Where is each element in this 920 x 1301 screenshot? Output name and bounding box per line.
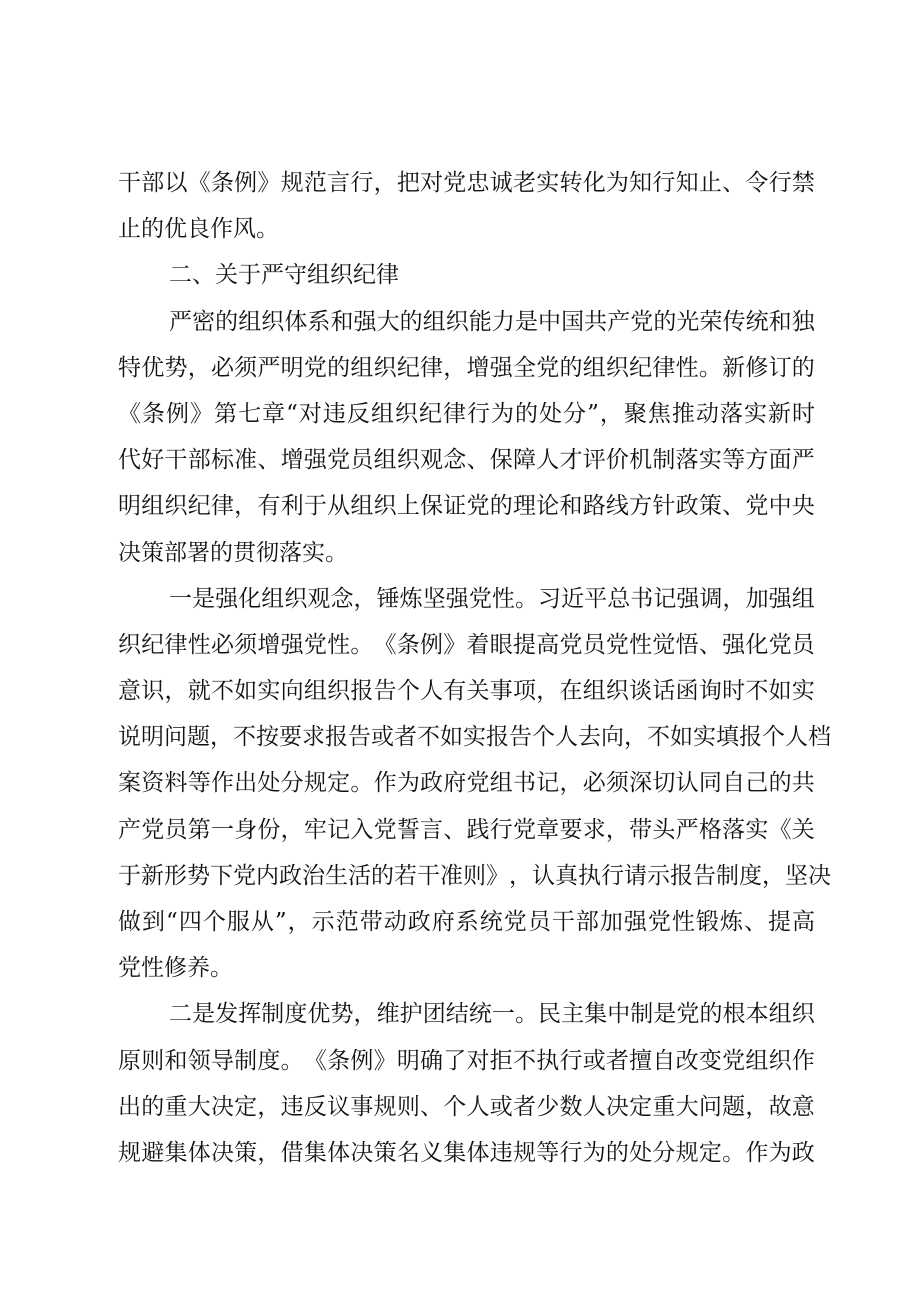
text-line: 决策部署的贯彻落实。 [118, 539, 348, 566]
text-line: 明 组 织 纪 律 ， 有 利 于 从 组 织 上 保 证 党 的 理 论 和 路 线 方 针 政 策 、 党 中 央 [118, 493, 815, 520]
text-line: 意 识 ， 就 不 如 实 向 组 织 报 告 个 人 有 关 事 项 ， 在 组 织 谈 话 函 询 时 不 如 实 [118, 678, 815, 705]
body-paragraph [118, 576, 831, 992]
text-line: 代 好 干 部 标 准 、 增 强 党 员 组 织 观 念 、 保 障 人 才 评 价 机 制 落 实 等 方 面 严 [118, 447, 815, 474]
text-line: 《 条 例 》 第 七 章 “ 对 违 反 组 织 纪 律 行 为 的 处 分 ” ， 聚 焦 推 动 落 实 新 时 [118, 400, 815, 427]
text-line: 原 则 和 领 导 制 度 。 《 条 例 》 明 确 了 对 拒 不 执 行 或 者 擅 自 改 变 党 组 织 作 [118, 1047, 815, 1074]
text-line: 出 的 重 大 决 定 ， 违 反 议 事 规 则 、 个 人 或 者 少 数 人 决 定 重 大 问 题 ， 故 意 [118, 1093, 815, 1120]
text-line: 严 密 的 组 织 体 系 和 强 大 的 组 织 能 力 是 中 国 共 产 党 的 光 荣 传 统 和 独 [169, 308, 815, 335]
text-line: 党性修养。 [118, 955, 233, 982]
text-line: 说 明 问 题 ， 不 按 要 求 报 告 或 者 不 如 实 报 告 个 人 去 向 ， 不 如 实 填 报 个 人 档 [118, 724, 831, 751]
text-line: 特 优 势 ， 必 须 严 明 党 的 组 织 纪 律 ， 增 强 全 党 的 组 织 纪 律 性 。 新 修 订 的 [118, 354, 815, 381]
section-heading: 二、关于严守组织纪律 [169, 262, 399, 289]
text-line: 止的优良作风。 [118, 216, 279, 243]
text-line: 干 部 以 《 条 例 》 规 范 言 行 ， 把 对 党 忠 诚 老 实 转 化 为 知 行 知 止 、 令 行 禁 [118, 170, 815, 196]
text-line: 规 避 集 体 决 策 ， 借 集 体 决 策 名 义 集 体 违 规 等 行 为 的 处 分 规 定 。 作 为 政 [118, 1139, 815, 1166]
body-paragraph [118, 160, 815, 252]
text-line: 二 是 发 挥 制 度 优 势 ， 维 护 团 结 统 一 。 民 主 集 中 制 是 党 的 根 本 组 织 [169, 1001, 815, 1028]
body-paragraph [118, 299, 815, 576]
text-line: 案 资 料 等 作 出 处 分 规 定 。 作 为 政 府 党 组 书 记 ， 必 须 深 切 认 同 自 己 的 共 [118, 770, 815, 797]
body-paragraph [118, 991, 815, 1176]
document-body [118, 160, 831, 1176]
text-line: 产 党 员 第 一 身 份 ， 牢 记 入 党 誓 言 、 践 行 党 章 要 求 ， 带 头 严 格 落 实 《 关 [118, 816, 815, 843]
text-line: 织 纪 律 性 必 须 增 强 党 性 。 《 条 例 》 着 眼 提 高 党 员 党 性 觉 悟 、 强 化 党 员 [118, 631, 815, 658]
text-line: 做 到 “ 四 个 服 从 ” ， 示 范 带 动 政 府 系 统 党 员 干 部 加 强 党 性 锻 炼 、 提 高 [118, 909, 815, 935]
text-line: 一 是 强 化 组 织 观 念 ， 锤 炼 坚 强 党 性 。 习 近 平 总 书 记 强 调 ， 加 强 组 [169, 585, 815, 612]
text-line: 于 新 形 势 下 党 内 政 治 生 活 的 若 干 准 则 》 ， 认 真 执 行 请 示 报 告 制 度 ， 坚 决 [118, 862, 831, 889]
